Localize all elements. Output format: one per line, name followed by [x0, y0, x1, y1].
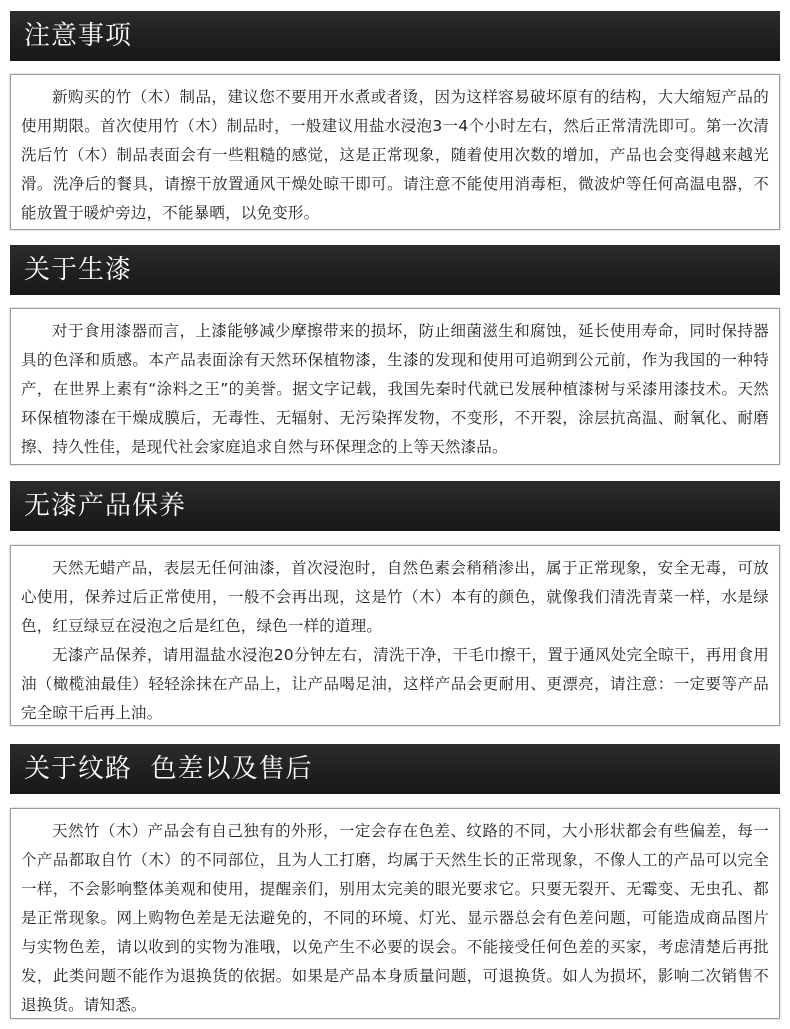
section-title: 无漆产品保养	[10, 481, 780, 531]
section-body	[10, 808, 780, 1019]
paragraph: 新购买的竹（木）制品，建议您不要用开水煮或者烫，因为这样容易破坏原有的结构，大大缩短产品的使用期限。首次使用竹（木）制品时，一般建议用盐水浸泡3一4个小时左右，然后正常清洗即可。第一次清洗后竹（木）制品表面会有一些粗糙的感觉，这是正常现象，随着使用次数的增加，产品也会变得越来越光滑。洗净后的餐具，请擦干放置通风干燥处晾干即可。请注意不能使用消毒柜，微波炉等任何高温电器，不能放置于暖炉旁边，不能暴晒，以免变形。	[21, 88, 769, 222]
section-body	[10, 74, 780, 230]
section-unlacquered-care	[10, 481, 780, 722]
section-grain-color-aftersales	[10, 744, 780, 1014]
paragraph: 天然竹（木）产品会有自己独有的外形，一定会存在色差、纹路的不同，大小形状都会有些偏差，每一个产品都取自竹（木）的不同部位，且为人工打磨，均属于天然生长的正常现象，不像人工的产品可以完全一样，不会影响整体美观和使用，提醒亲们，别用太完美的眼光要求它。只要无裂开、无霉变、无虫孔、都是正常现象。网上购物色差是无法避免的，不同的环境、灯光、显示器总会有色差问题，可能造成商品图片与实物色差，请以收到的实物为准哦，以免产生不必要的误会。不能接受任何色差的买家，考虑清楚后再批发，此类问题不能作为退换货的依据。如果是产品本身质量问题，可退换货。如人为损坏，影响二次销售不退换货。请知悉。	[21, 822, 769, 1014]
section-notice	[10, 11, 780, 222]
section-title: 关于纹路 色差以及售后	[10, 744, 780, 794]
section-title: 关于生漆	[10, 245, 780, 295]
paragraph: 对于食用漆器而言，上漆能够减少摩擦带来的损坏，防止细菌滋生和腐蚀，延长使用寿命，同时保持器具的色泽和质感。本产品表面涂有天然环保植物漆，生漆的发现和使用可追朔到公元前，作为我国的一种特产，在世界上素有“涂料之王”的美誉。据文字记载，我国先秦时代就已发展种植漆树与采漆用漆技术。天然环保植物漆在干燥成膜后，无毒性、无辐射、无污染挥发物，不变形，不开裂，涂层抗高温、耐氧化、耐磨擦、持久性佳，是现代社会家庭追求自然与环保理念的上等天然漆品。	[21, 322, 769, 456]
section-body	[10, 308, 780, 465]
section-lacquer	[10, 245, 780, 456]
paragraph: 无漆产品保养，请用温盐水浸泡20分钟左右，清洗干净，干毛巾擦干，置于通风处完全晾干，再用食用油（橄榄油最佳）轻轻涂抹在产品上，让产品喝足油，这样产品会更耐用、更漂亮，请注意：一定要等产品完全晾干后再上油。	[21, 646, 769, 722]
section-title: 注意事项	[10, 11, 780, 61]
paragraph: 天然无蜡产品，表层无任何油漆，首次浸泡时，自然色素会稍稍渗出，属于正常现象，安全无毒，可放心使用，保养过后正常使用，一般不会再出现，这是竹（木）本有的颜色，就像我们清洗青菜一样，水是绿色，红豆绿豆在浸泡之后是红色，绿色一样的道理。	[21, 559, 769, 635]
section-body	[10, 545, 780, 726]
